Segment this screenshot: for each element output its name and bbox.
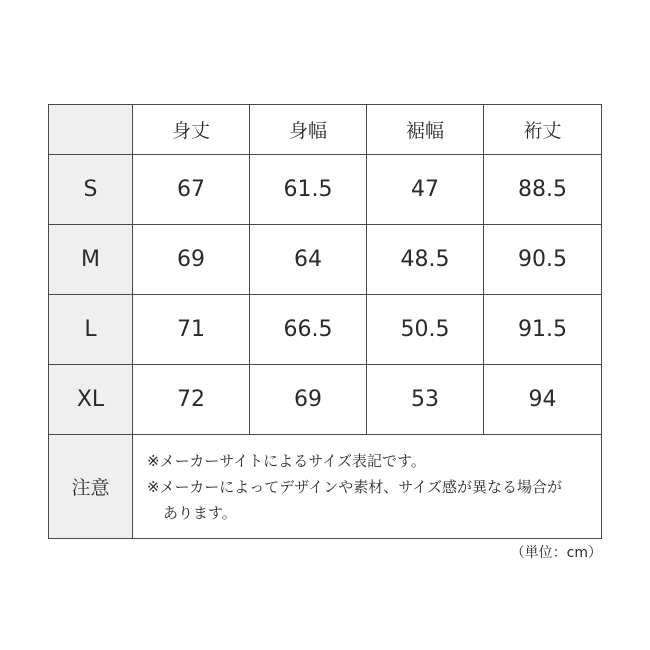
table-cell: 94 xyxy=(484,365,602,435)
header-sleeve-length: 裄丈 xyxy=(484,105,602,155)
table-cell: 90.5 xyxy=(484,225,602,295)
header-body-width: 身幅 xyxy=(250,105,367,155)
note-line: あります。 xyxy=(163,503,237,522)
table-cell: 48.5 xyxy=(367,225,484,295)
size-label: S xyxy=(49,155,133,225)
table-row-xl xyxy=(49,365,602,435)
size-label: L xyxy=(49,295,133,365)
table-cell: 91.5 xyxy=(484,295,602,365)
table-cell: 64 xyxy=(250,225,367,295)
table-row-s xyxy=(49,155,602,225)
header-row xyxy=(49,105,602,155)
table-cell: 53 xyxy=(367,365,484,435)
table-cell: 61.5 xyxy=(250,155,367,225)
corner-cell xyxy=(49,105,133,155)
table-cell: 47 xyxy=(367,155,484,225)
table-cell: 88.5 xyxy=(484,155,602,225)
note-line: ※メーカーサイトによるサイズ表記です。 xyxy=(147,451,426,470)
size-chart-table xyxy=(48,104,602,539)
table-cell: 66.5 xyxy=(250,295,367,365)
note-line: ※メーカーによってデザインや素材、サイズ感が異なる場合が xyxy=(147,477,563,496)
size-label: XL xyxy=(49,365,133,435)
table-cell: 71 xyxy=(133,295,250,365)
header-body-length: 身丈 xyxy=(133,105,250,155)
table-cell: 72 xyxy=(133,365,250,435)
table-row-m xyxy=(49,225,602,295)
table-cell: 67 xyxy=(133,155,250,225)
notes-label: 注意 xyxy=(49,435,133,539)
table-cell: 69 xyxy=(250,365,367,435)
table-cell: 50.5 xyxy=(367,295,484,365)
table-row-l xyxy=(49,295,602,365)
size-label: M xyxy=(49,225,133,295)
header-hem-width: 裾幅 xyxy=(367,105,484,155)
notes-row xyxy=(49,435,602,539)
notes-body xyxy=(133,435,602,539)
unit-note: （単位：cm） xyxy=(510,545,602,561)
table-cell: 69 xyxy=(133,225,250,295)
